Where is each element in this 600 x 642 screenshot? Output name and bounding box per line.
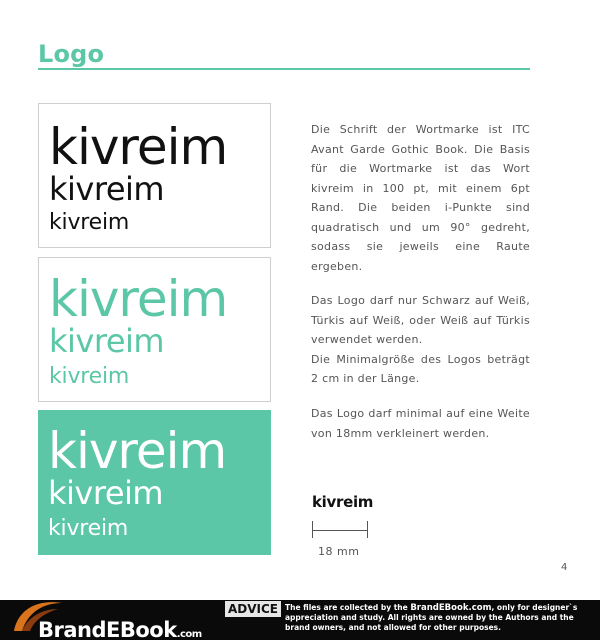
brandebook-logo-main: BrandEBook [38,618,177,642]
title-rule [38,68,530,70]
dimension-tick-right [367,521,368,538]
logo-box-turquoise-on-white [38,257,271,402]
color-usage-text [311,291,530,389]
minimum-size-paragraph: Das Logo darf minimal auf eine Weite von 18mm verkleinert werden. [311,407,530,440]
logo-box-white-on-turquoise [38,410,271,555]
wordmark-medium: kivreim [49,170,165,208]
footer-notice-rest: , only for designer`s appreciation and study. All rights are owned by the Authors and the brand owners, and not allowed for other purposes. [285,603,578,632]
wordmark-small: kivreim [49,210,130,235]
minimum-size-wordmark: kivreim [312,493,374,511]
wordmark-small: kivreim [48,516,129,541]
advice-tag: ADVICE [225,601,281,617]
dimension-line [312,530,367,531]
wordmark-small: kivreim [49,364,130,389]
font-description-text [311,120,530,276]
color-usage-paragraph: Das Logo darf nur Schwarz auf Weiß, Türkis auf Weiß, oder Weiß auf Türkis verwendet werden. [311,294,530,346]
wordmark-medium: kivreim [49,322,165,360]
logo-box-black-on-white [38,103,271,248]
font-description-paragraph: Die Schrift der Wortmarke ist ITC Avant Garde Gothic Book. Die Basis für die Wortmarke ist das Wort kivreim in 100 pt, mit einem 6pt Rand. Die beiden i-Punkte sind quadratisch und um 90° gedreht, sodass sie jeweils eine Raute ergeben. [311,123,530,273]
page-number: 4 [561,562,568,573]
footer-notice-brand[interactable]: BrandEBook.com [410,603,492,613]
wordmark-large: kivreim [49,270,228,328]
wordmark-medium: kivreim [48,474,164,512]
minimum-size-text [311,404,530,443]
footer-notice [285,603,595,633]
brandebook-logo-suffix: .com [176,629,202,640]
brandebook-logo[interactable] [38,618,202,642]
footer-notice-prefix: The files are collected by the [285,603,411,612]
wordmark-large: kivreim [48,422,227,480]
page-title: Logo [38,40,105,68]
wordmark-large: kivreim [49,118,228,176]
minimum-length-paragraph: Die Minimalgröße des Logos beträgt 2 cm in der Länge. [311,352,530,385]
dimension-label: 18 mm [318,545,360,558]
